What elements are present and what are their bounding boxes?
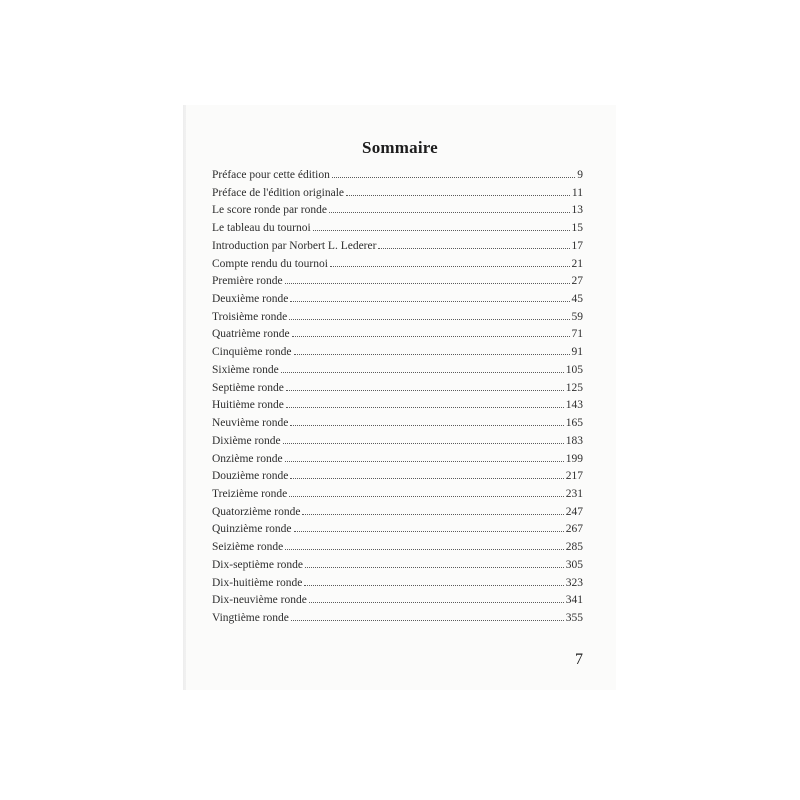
toc-entry-label: Neuvième ronde <box>212 417 289 430</box>
toc-entry <box>212 592 583 610</box>
toc-entry <box>212 185 583 203</box>
toc-entry-page: 341 <box>565 594 583 607</box>
toc-entry-page: 17 <box>571 239 583 252</box>
toc-entry-label: Onzième ronde <box>212 452 283 465</box>
dot-leader <box>305 567 564 568</box>
dot-leader <box>285 461 564 462</box>
dot-leader <box>291 620 564 621</box>
toc-entry <box>212 575 583 593</box>
dot-leader <box>292 336 570 337</box>
toc-entry <box>212 344 583 362</box>
toc-entry-page: 217 <box>565 470 583 483</box>
toc-entry-label: Dix-neuvième ronde <box>212 594 307 607</box>
toc-entry-page: 355 <box>565 611 583 624</box>
dot-leader <box>332 177 575 178</box>
toc-entry-label: Le tableau du tournoi <box>212 222 311 235</box>
toc-entry-page: 199 <box>565 452 583 465</box>
dot-leader <box>330 266 570 267</box>
dot-leader <box>283 443 564 444</box>
toc-entry <box>212 486 583 504</box>
toc-entry <box>212 326 583 344</box>
toc-entry <box>212 202 583 220</box>
toc-entry-label: Préface de l'édition originale <box>212 186 345 199</box>
toc-entry <box>212 256 583 274</box>
toc-entry-label: Cinquième ronde <box>212 346 292 359</box>
toc-entry-label: Deuxième ronde <box>212 293 289 306</box>
toc-entry <box>212 610 583 628</box>
toc-entry-label: Le score ronde par ronde <box>212 204 327 217</box>
toc-entry-label: Introduction par Norbert L. Lederer <box>212 239 377 252</box>
toc-entry-label: Treizième ronde <box>212 487 288 500</box>
dot-leader <box>286 390 564 391</box>
toc-entry-label: Quatrième ronde <box>212 328 290 341</box>
toc-entry-label: Dixième ronde <box>212 434 281 447</box>
dot-leader <box>285 283 570 284</box>
toc-entry <box>212 397 583 415</box>
toc-entry-label: Compte rendu du tournoi <box>212 257 328 270</box>
toc-entry-page: 91 <box>571 346 583 359</box>
dot-leader <box>281 372 564 373</box>
toc-entry-label: Douzième ronde <box>212 470 289 483</box>
toc-entry <box>212 504 583 522</box>
dot-leader <box>289 496 563 497</box>
toc-entry-label: Seizième ronde <box>212 541 284 554</box>
toc-entry-page: 125 <box>565 381 583 394</box>
toc-entry-page: 15 <box>571 222 583 235</box>
page-title: Sommaire <box>362 138 438 158</box>
dot-leader <box>289 319 569 320</box>
dot-leader <box>290 425 563 426</box>
dot-leader <box>313 230 570 231</box>
toc-entry-page: 231 <box>565 487 583 500</box>
toc-entry-page: 305 <box>565 558 583 571</box>
toc-entry <box>212 451 583 469</box>
toc-entry-page: 165 <box>565 417 583 430</box>
toc-entry-page: 323 <box>565 576 583 589</box>
toc-entry-label: Quinzième ronde <box>212 523 292 536</box>
dot-leader <box>329 212 570 213</box>
toc-entry <box>212 380 583 398</box>
dot-leader <box>309 602 564 603</box>
toc-entry-label: Septième ronde <box>212 381 284 394</box>
toc-entry-page: 59 <box>571 310 583 323</box>
toc-entry-page: 247 <box>565 505 583 518</box>
toc-entry-page: 13 <box>571 204 583 217</box>
dot-leader <box>286 407 564 408</box>
dot-leader <box>346 195 570 196</box>
toc-entry <box>212 521 583 539</box>
toc-entry-page: 27 <box>571 275 583 288</box>
toc-entry <box>212 167 583 185</box>
toc-entry-page: 45 <box>571 293 583 306</box>
toc-entry <box>212 362 583 380</box>
toc-entry <box>212 468 583 486</box>
table-of-contents <box>212 167 583 628</box>
toc-entry-page: 183 <box>565 434 583 447</box>
toc-entry-page: 267 <box>565 523 583 536</box>
toc-entry <box>212 238 583 256</box>
toc-entry <box>212 557 583 575</box>
toc-entry-label: Sixième ronde <box>212 363 279 376</box>
dot-leader <box>290 478 563 479</box>
dot-leader <box>294 531 564 532</box>
toc-entry-page: 11 <box>571 186 583 199</box>
dot-leader <box>304 585 563 586</box>
dot-leader <box>378 248 569 249</box>
toc-entry-label: Dix-septième ronde <box>212 558 304 571</box>
toc-entry-page: 143 <box>565 399 583 412</box>
toc-entry-page: 285 <box>565 541 583 554</box>
toc-entry <box>212 415 583 433</box>
toc-entry-label: Quatorzième ronde <box>212 505 301 518</box>
toc-entry-label: Dix-huitième ronde <box>212 576 303 589</box>
toc-entry <box>212 539 583 557</box>
toc-entry <box>212 309 583 327</box>
toc-entry <box>212 220 583 238</box>
page-number: 7 <box>575 651 583 668</box>
toc-entry-label: Première ronde <box>212 275 283 288</box>
toc-entry-label: Préface pour cette édition <box>212 169 330 181</box>
dot-leader <box>285 549 564 550</box>
toc-entry-page: 71 <box>571 328 583 341</box>
toc-entry-label: Troisième ronde <box>212 310 288 323</box>
toc-entry-page: 21 <box>571 257 583 270</box>
toc-entry-label: Vingtième ronde <box>212 611 289 624</box>
toc-entry <box>212 433 583 451</box>
toc-entry-label: Huitième ronde <box>212 399 284 412</box>
dot-leader <box>302 514 563 515</box>
dot-leader <box>290 301 569 302</box>
dot-leader <box>294 354 570 355</box>
toc-entry-page: 9 <box>577 169 583 181</box>
toc-entry <box>212 291 583 309</box>
toc-entry <box>212 273 583 291</box>
toc-entry-page: 105 <box>565 363 583 376</box>
